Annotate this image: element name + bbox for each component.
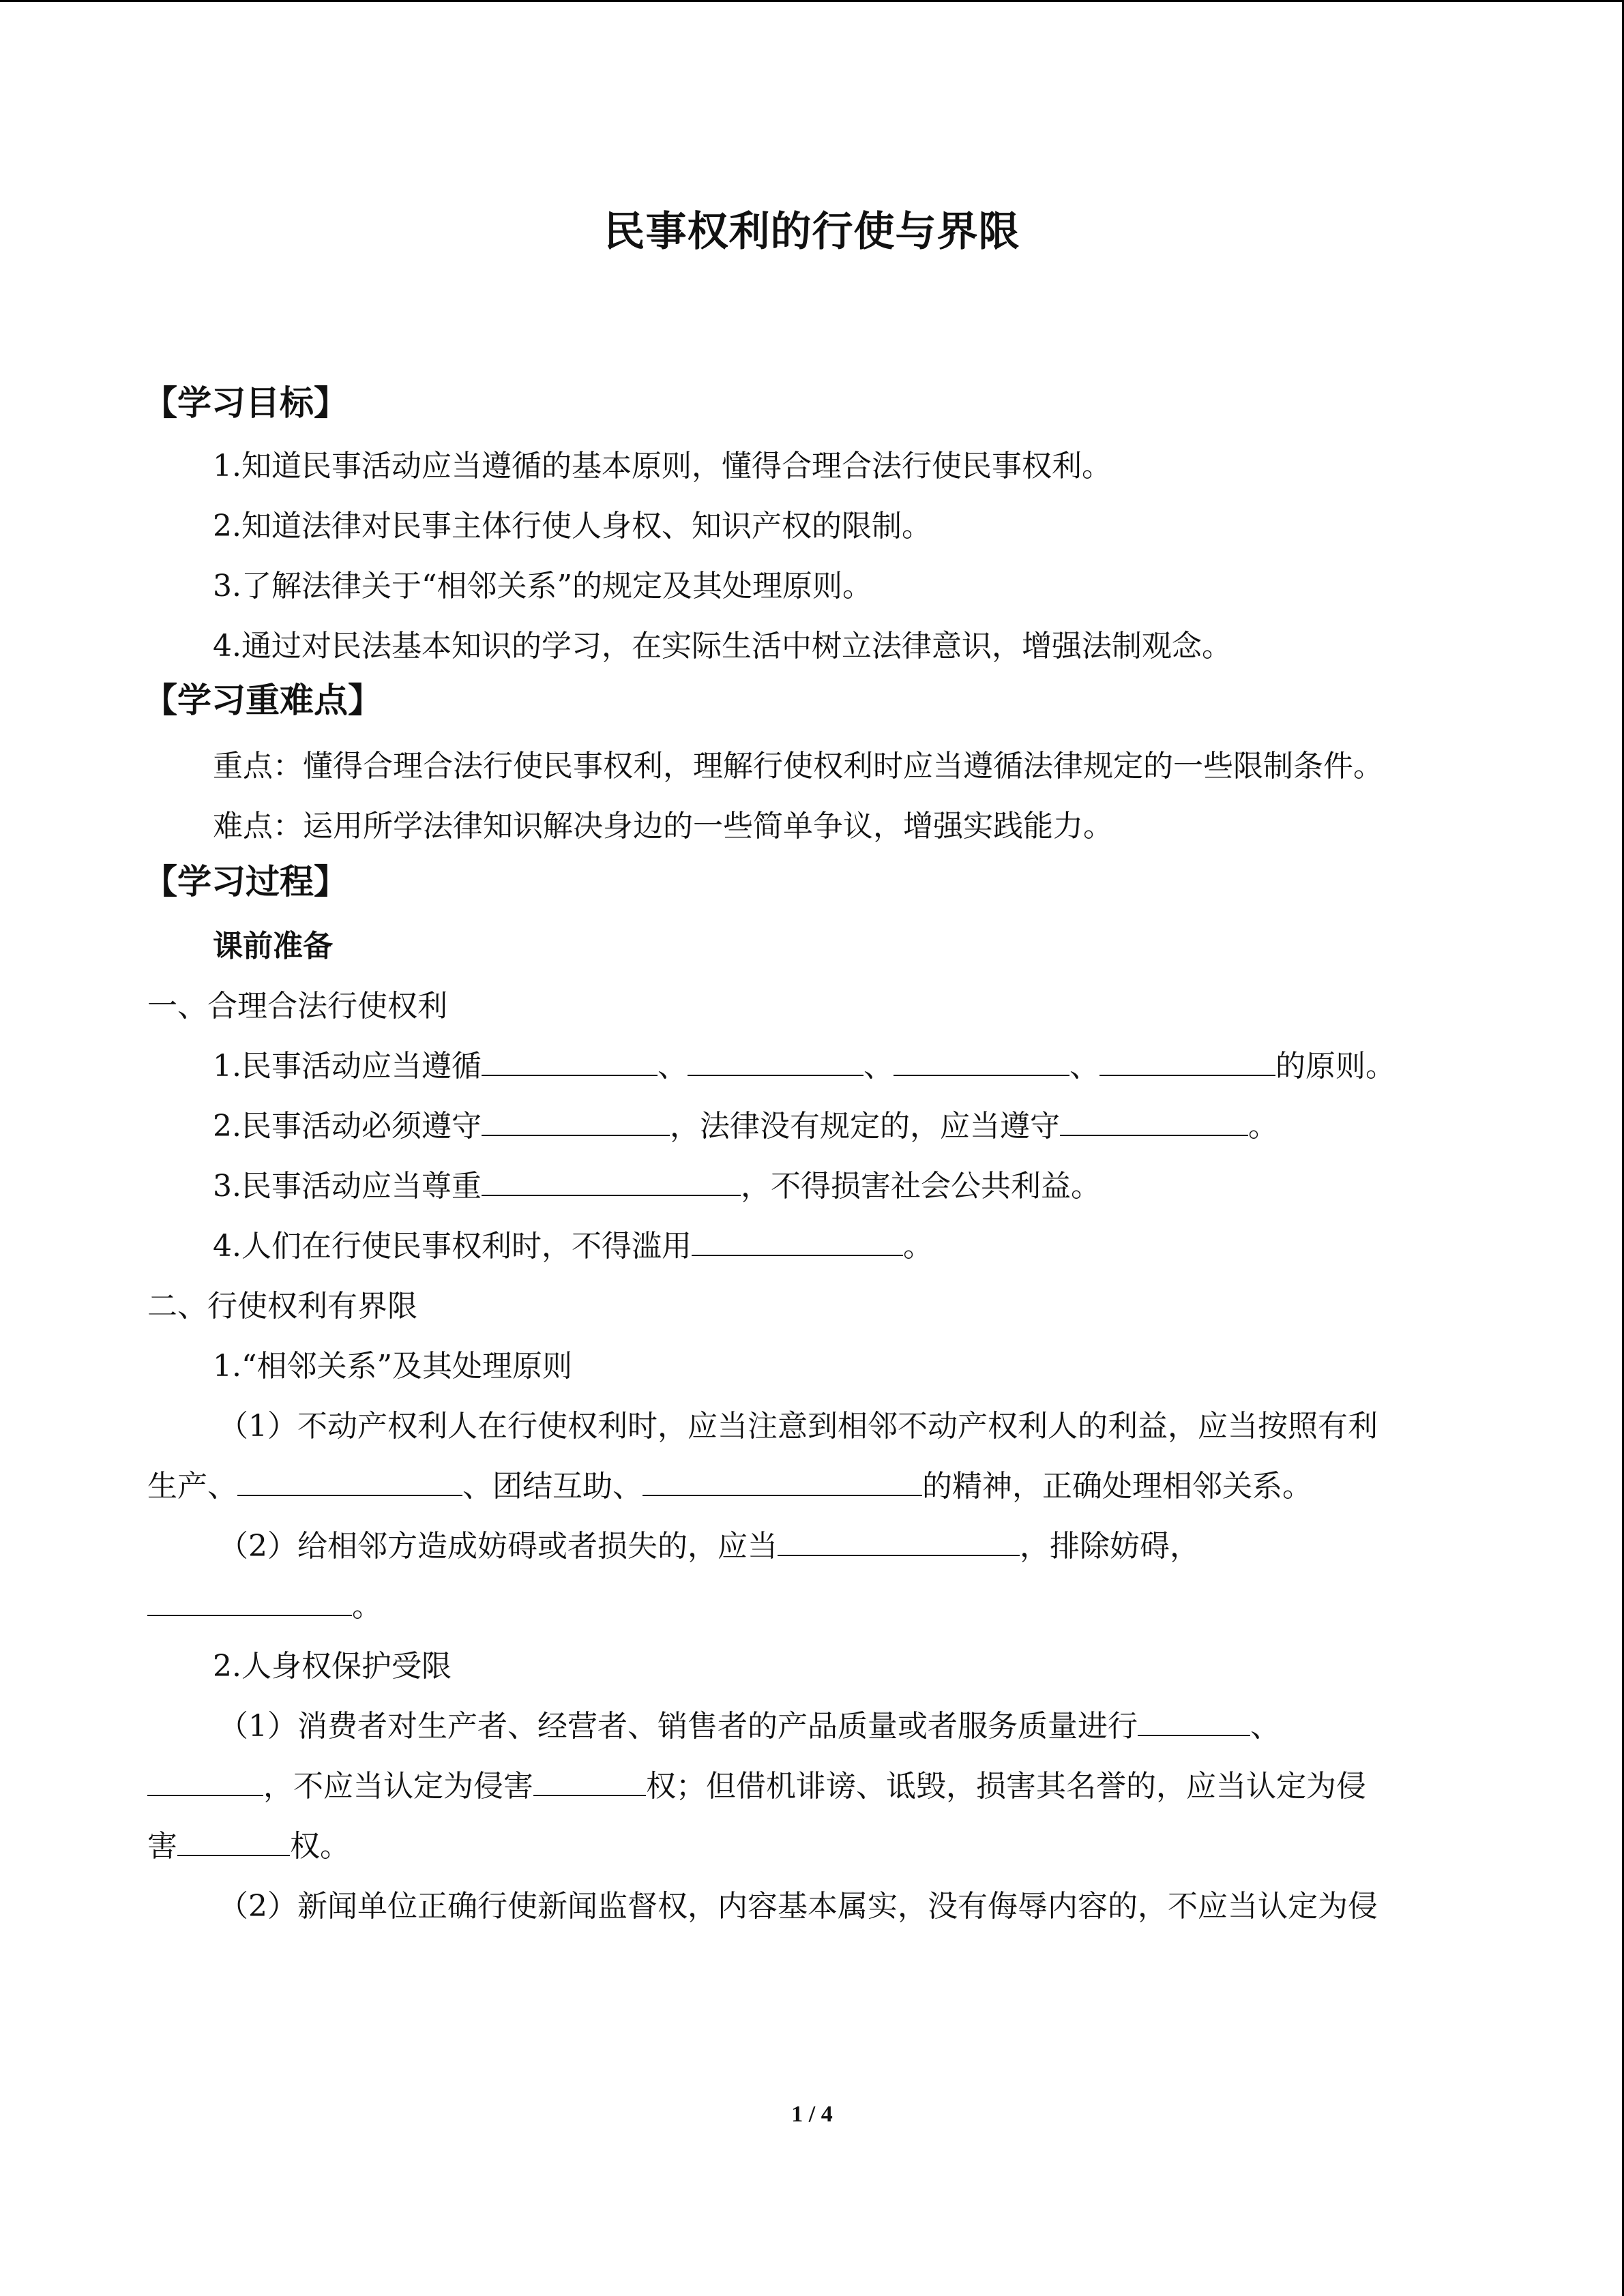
page-number: 1 / 4 [791, 2102, 833, 2127]
part1-q3 [147, 1157, 1477, 1217]
s1p1-blank-2[interactable] [643, 1465, 922, 1496]
q3-text: 3.民事活动应当尊重 [213, 1169, 482, 1204]
key-point: 重点：懂得合理合法行使民事权利，理解行使权利时应当遵循法律规定的一些限制条件。 [213, 749, 1383, 784]
s1p1-blank-1[interactable] [237, 1465, 462, 1496]
q3-end: ，不得损害社会公共利益。 [740, 1169, 1101, 1204]
s2p1-text-d: 害 [147, 1829, 177, 1864]
s1p1-end: 的精神，正确处理相邻关系。 [922, 1469, 1312, 1504]
section-heading-keypoints: 【学习重难点】 [143, 681, 382, 720]
s1p2-line-1 [147, 1517, 1477, 1577]
prep-label: 课前准备 [213, 929, 333, 964]
q1-blank-4[interactable] [1099, 1045, 1275, 1076]
s2p1-blank-4[interactable] [177, 1825, 290, 1856]
q3-blank[interactable] [482, 1165, 741, 1196]
q2-text-b: ，法律没有规定的，应当遵守 [669, 1109, 1060, 1144]
part2-s1-title: 1.“相邻关系”及其处理原则 [213, 1349, 572, 1384]
q1-sep-1: 、 [657, 1049, 688, 1084]
s2p1-text-b: ，不应当认定为侵害 [263, 1769, 533, 1804]
part1-title: 一、合理合法行使权利 [147, 989, 447, 1024]
s2p1-blank-1[interactable] [1138, 1705, 1250, 1736]
goal-item-3: 3.了解法律关于“相邻关系”的规定及其处理原则。 [213, 569, 872, 603]
q1-blank-1[interactable] [482, 1045, 658, 1076]
q4-blank[interactable] [692, 1225, 903, 1256]
part2-s2-title: 2.人身权保护受限 [213, 1649, 452, 1684]
s2p1-sep: 、 [1250, 1709, 1280, 1744]
q2-text-a: 2.民事活动必须遵守 [213, 1109, 482, 1144]
q1-blank-2[interactable] [688, 1045, 863, 1076]
q1-text: 1.民事活动应当遵循 [213, 1049, 482, 1084]
q1-end: 的原则。 [1275, 1049, 1396, 1084]
s2p1-line-2 [147, 1757, 1477, 1817]
q2-end: 。 [1247, 1109, 1278, 1144]
s2p1-blank-2[interactable] [147, 1765, 263, 1796]
part2-title: 二、行使权利有界限 [147, 1289, 417, 1324]
section-heading-goals: 【学习目标】 [143, 383, 348, 423]
q2-blank-1[interactable] [482, 1105, 670, 1136]
q1-sep-2: 、 [863, 1049, 894, 1084]
s2p2-line-1: （2）新闻单位正确行使新闻监督权，内容基本属实，没有侮辱内容的，不应当认定为侵 [218, 1889, 1378, 1924]
s1p1-text-b: 生产、 [147, 1469, 237, 1504]
goal-item-2: 2.知道法律对民事主体行使人身权、知识产权的限制。 [213, 509, 932, 543]
page-border-top [0, 0, 1624, 2]
s1p1-line-2 [147, 1457, 1477, 1517]
s2p1-text-c: 权；但借机诽谤、诋毁，损害其名誉的，应当认定为侵 [646, 1769, 1366, 1804]
goal-item-4: 4.通过对民法基本知识的学习，在实际生活中树立法律意识，增强法制观念。 [213, 629, 1232, 664]
part1-q1 [147, 1037, 1477, 1097]
s2p1-line-3 [147, 1817, 1477, 1877]
q2-blank-2[interactable] [1060, 1105, 1248, 1136]
q1-blank-3[interactable] [894, 1045, 1069, 1076]
difficult-point: 难点：运用所学法律知识解决身边的一些简单争议，增强实践能力。 [213, 809, 1113, 844]
document-title: 民事权利的行使与界限 [604, 208, 1020, 256]
s2p1-end: 权。 [290, 1829, 350, 1864]
s2p1-text-a: （1）消费者对生产者、经营者、销售者的产品质量或者服务质量进行 [218, 1709, 1138, 1744]
s1p2-end: 。 [352, 1589, 382, 1624]
s1p2-blank-1[interactable] [778, 1525, 1020, 1556]
q1-sep-3: 、 [1069, 1049, 1099, 1084]
part1-q4 [147, 1217, 1477, 1277]
s2p1-line-1 [147, 1697, 1477, 1757]
s1p1-text-c: 、团结互助、 [462, 1469, 643, 1504]
s1p2-text-a: （2）给相邻方造成妨碍或者损失的，应当 [218, 1529, 778, 1564]
goal-item-1: 1.知道民事活动应当遵循的基本原则，懂得合理合法行使民事权利。 [213, 449, 1112, 483]
q4-text: 4.人们在行使民事权利时，不得滥用 [213, 1229, 692, 1264]
q4-end: 。 [902, 1229, 933, 1264]
s1p1-line-1: （1）不动产权利人在行使权利时，应当注意到相邻不动产权利人的利益，应当按照有利 [218, 1409, 1378, 1444]
document-body [143, 382, 1477, 1937]
s1p2-text-b: ，排除妨碍， [1020, 1529, 1200, 1564]
s1p2-blank-2[interactable] [147, 1585, 352, 1616]
s1p2-line-2 [147, 1577, 1477, 1637]
part1-q2 [147, 1097, 1477, 1157]
s2p1-blank-3[interactable] [533, 1765, 646, 1796]
section-heading-process: 【学习过程】 [143, 862, 348, 901]
